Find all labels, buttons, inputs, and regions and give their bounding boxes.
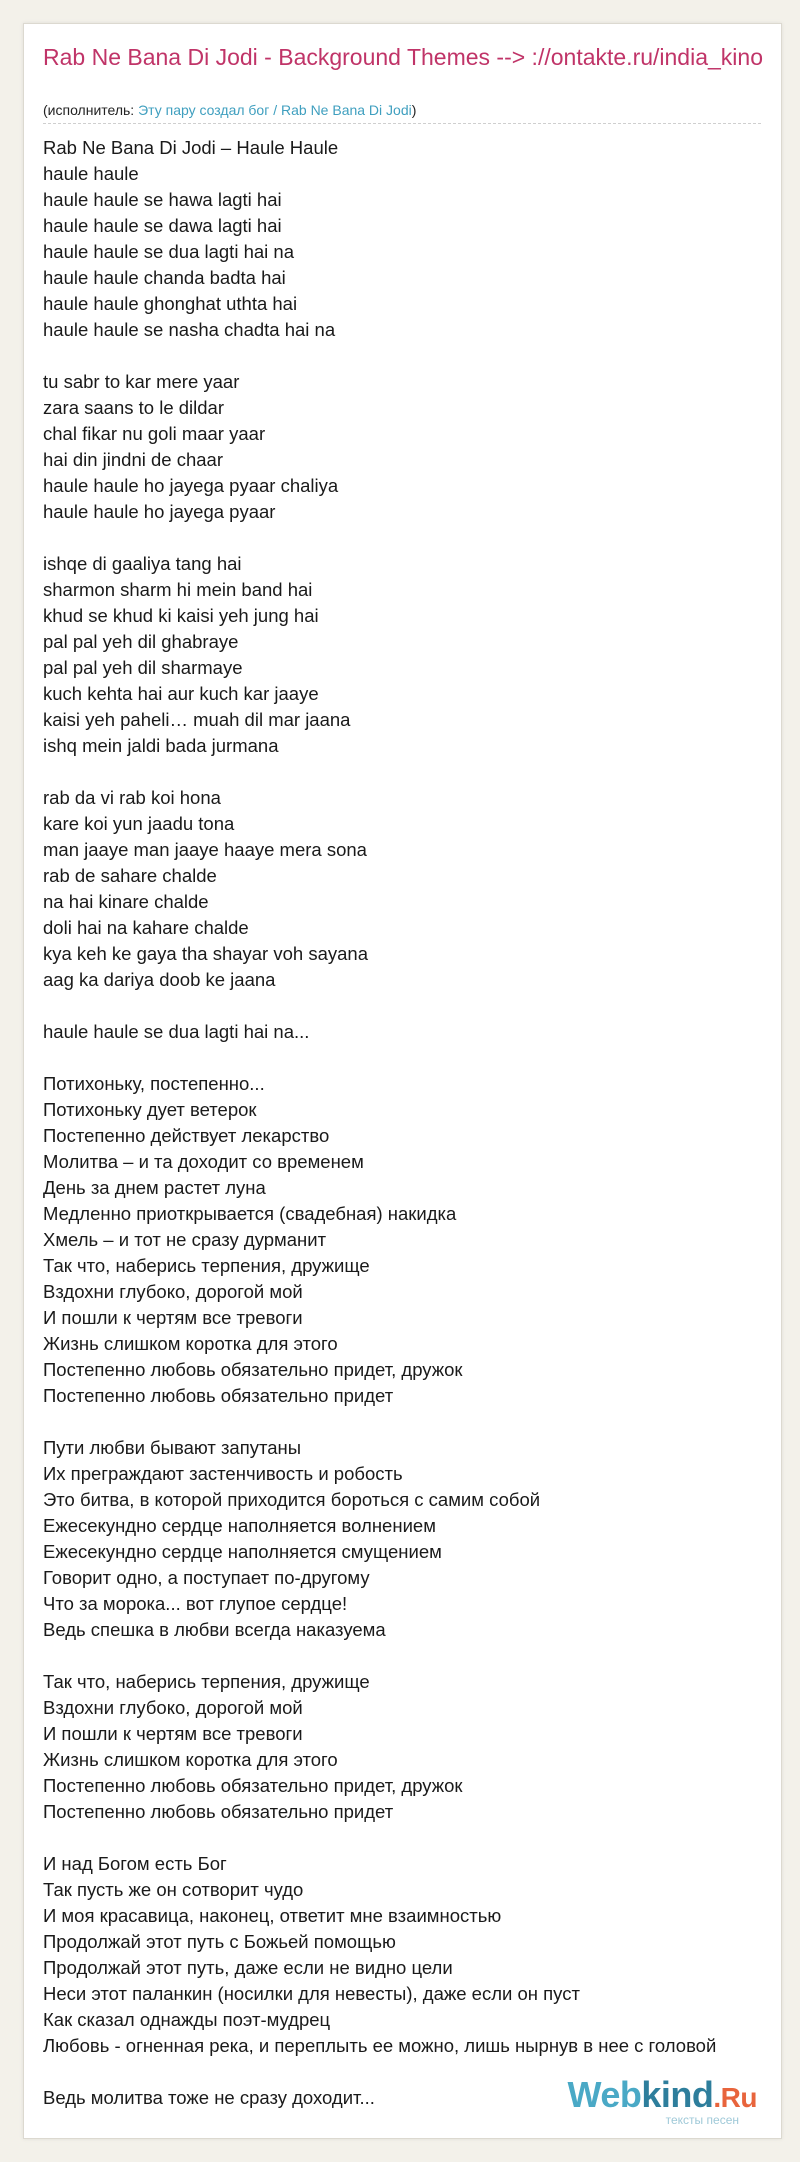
lyric-line: Как сказал однажды поэт-мудрец: [43, 2009, 331, 2030]
artist-link[interactable]: Эту пару создал бог / Rab Ne Bana Di Jodi: [138, 102, 412, 118]
lyric-line: na hai kinare chalde: [43, 891, 209, 912]
divider: [43, 123, 761, 124]
lyric-line: День за днем растет луна: [43, 1177, 266, 1198]
lyric-line: ishq mein jaldi bada jurmana: [43, 735, 279, 756]
lyric-line: И моя красавица, наконец, ответит мне взаимностью: [43, 1905, 502, 1926]
lyric-line: Rab Ne Bana Di Jodi – Haule Haule: [43, 137, 339, 158]
logo-web: Web: [567, 2074, 642, 2115]
lyric-line: Постепенно любовь обязательно придет, дружок: [43, 1775, 463, 1796]
lyric-line: Потихоньку, постепенно...: [43, 1073, 265, 1094]
lyric-line: Их преграждают застенчивость и робость: [43, 1463, 403, 1484]
blank-line: [43, 343, 783, 369]
lyric-line: pal pal yeh dil ghabraye: [43, 631, 239, 652]
lyric-line: Постепенно любовь обязательно придет: [43, 1385, 394, 1406]
lyric-line: haule haule chanda badta hai: [43, 267, 286, 288]
lyric-line: Медленно приоткрывается (свадебная) накидка: [43, 1203, 457, 1224]
lyric-line: haule haule ghonghat uthta hai: [43, 293, 298, 314]
lyric-line: man jaaye man jaaye haaye mera sona: [43, 839, 367, 860]
lyric-line: khud se khud ki kaisi yeh jung hai: [43, 605, 319, 626]
lyric-line: Жизнь слишком коротка для этого: [43, 1749, 338, 1770]
lyric-line: haule haule se nasha chadta hai na: [43, 319, 336, 340]
lyric-line: tu sabr to kar mere yaar: [43, 371, 240, 392]
artist-suffix: ): [411, 102, 417, 118]
lyric-line: Продолжай этот путь, даже если не видно цели: [43, 1957, 453, 1978]
lyric-line: kare koi yun jaadu tona: [43, 813, 235, 834]
webkind-logo[interactable]: [567, 2074, 757, 2127]
blank-line: [43, 1409, 783, 1435]
lyric-line: aag ka dariya doob ke jaana: [43, 969, 276, 990]
logo-tagline: тексты песен: [665, 2113, 739, 2127]
lyric-line: Ведь спешка в любви всегда наказуема: [43, 1619, 386, 1640]
lyric-line: Жизнь слишком коротка для этого: [43, 1333, 338, 1354]
lyric-line: Ежесекундно сердце наполняется смущением: [43, 1541, 442, 1562]
lyric-line: Постепенно любовь обязательно придет, дружок: [43, 1359, 463, 1380]
lyric-line: Любовь - огненная река, и переплыть ее можно, лишь нырнув в нее с головой: [43, 2035, 717, 2056]
lyric-line: rab da vi rab koi hona: [43, 787, 221, 808]
lyric-line: doli hai na kahare chalde: [43, 917, 249, 938]
lyric-line: kaisi yeh paheli… muah dil mar jaana: [43, 709, 351, 730]
lyric-line: И пошли к чертям все тревоги: [43, 1723, 303, 1744]
lyric-line: rab de sahare chalde: [43, 865, 217, 886]
lyric-line: kuch kehta hai aur kuch kar jaaye: [43, 683, 319, 704]
lyric-line: chal fikar nu goli maar yaar: [43, 423, 266, 444]
lyric-line: pal pal yeh dil sharmaye: [43, 657, 243, 678]
lyric-line: Молитва – и та доходит со временем: [43, 1151, 364, 1172]
lyric-line: Что за морока... вот глупое сердце!: [43, 1593, 348, 1614]
lyric-line: Потихоньку дует ветерок: [43, 1099, 257, 1120]
lyric-line: Постепенно действует лекарство: [43, 1125, 330, 1146]
lyric-line: haule haule se dawa lagti hai: [43, 215, 282, 236]
lyric-line: haule haule ho jayega pyaar chaliya: [43, 475, 339, 496]
blank-line: [43, 993, 783, 1019]
lyric-line: Хмель – и тот не сразу дурманит: [43, 1229, 327, 1250]
lyric-line: haule haule: [43, 163, 139, 184]
artist-line: [43, 101, 416, 119]
logo-kind: kind: [641, 2074, 714, 2115]
lyric-line: haule haule se hawa lagti hai: [43, 189, 282, 210]
lyric-line: Ежесекундно сердце наполняется волнением: [43, 1515, 436, 1536]
blank-line: [43, 1045, 783, 1071]
lyric-line: Говорит одно, а поступает по-другому: [43, 1567, 370, 1588]
lyric-line: Ведь молитва тоже не сразу доходит...: [43, 2087, 375, 2108]
lyric-line: haule haule se dua lagti hai na: [43, 241, 294, 262]
lyric-line: И над Богом есть Бог: [43, 1853, 227, 1874]
lyric-line: Это битва, в которой приходится бороться с самим собой: [43, 1489, 541, 1510]
lyric-line: Так пусть же он сотворит чудо: [43, 1879, 304, 1900]
lyric-line: Вздохни глубоко, дорогой мой: [43, 1697, 303, 1718]
lyrics-text: [43, 135, 783, 2111]
lyric-line: И пошли к чертям все тревоги: [43, 1307, 303, 1328]
lyric-line: Постепенно любовь обязательно придет: [43, 1801, 394, 1822]
lyric-line: Неси этот паланкин (носилки для невесты), даже если он пуст: [43, 1983, 580, 2004]
lyrics-card: [23, 23, 782, 2139]
lyric-line: Вздохни глубоко, дорогой мой: [43, 1281, 303, 1302]
lyric-line: Пути любви бывают запутаны: [43, 1437, 302, 1458]
blank-line: [43, 1825, 783, 1851]
lyric-line: Продолжай этот путь с Божьей помощью: [43, 1931, 396, 1952]
lyric-line: hai din jindni de chaar: [43, 449, 223, 470]
lyric-line: haule haule se dua lagti hai na...: [43, 1021, 310, 1042]
artist-prefix: (исполнитель:: [43, 102, 139, 118]
lyric-line: ishqe di gaaliya tang hai: [43, 553, 242, 574]
song-title[interactable]: Rab Ne Bana Di Jodi - Background Themes --> ://ontakte.ru/india_kino: [43, 44, 763, 70]
blank-line: [43, 1643, 783, 1669]
logo-ru: .Ru: [713, 2082, 757, 2113]
blank-line: [43, 759, 783, 785]
blank-line: [43, 525, 783, 551]
lyric-line: Так что, наберись терпения, дружище: [43, 1671, 370, 1692]
lyric-line: zara saans to le dildar: [43, 397, 224, 418]
lyric-line: haule haule ho jayega pyaar: [43, 501, 276, 522]
lyric-line: sharmon sharm hi mein band hai: [43, 579, 313, 600]
lyric-line: kya keh ke gaya tha shayar voh sayana: [43, 943, 368, 964]
lyric-line: Так что, наберись терпения, дружище: [43, 1255, 370, 1276]
